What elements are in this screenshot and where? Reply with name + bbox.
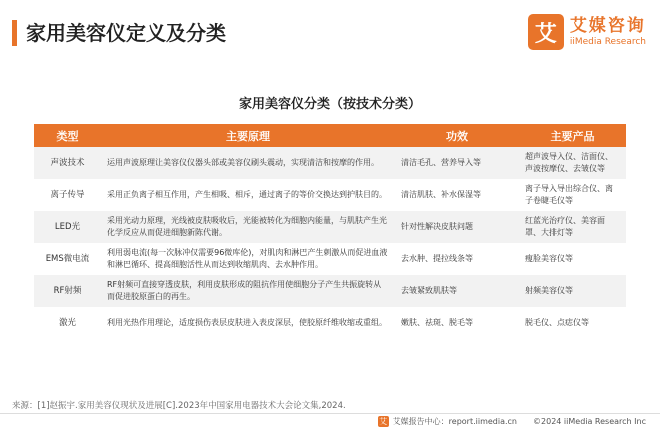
- table-row: [34, 147, 626, 179]
- table-row: [34, 307, 626, 339]
- row-effect: 清洁肌肤、补水保湿等: [395, 179, 519, 211]
- row-type: 离子传导: [34, 179, 101, 211]
- footer: [378, 416, 646, 427]
- row-effect: 清洁毛孔、营养导入等: [395, 147, 519, 179]
- table-header-row: [34, 124, 626, 147]
- logo-name: 艾媒咨询: [569, 16, 646, 36]
- row-effect: 嫩肤、祛斑、脱毛等: [395, 307, 519, 339]
- table-title: 家用美容仪分类（按技术分类）: [238, 97, 421, 112]
- column-header-effect: 功效: [395, 124, 519, 147]
- row-products: 超声波导入仪、洁面仪、声波按摩仪、去皱仪等: [519, 147, 626, 179]
- row-products: 脱毛仪、点痣仪等: [519, 307, 626, 339]
- footer-copyright: ©2024 iiMedia Research Inc: [533, 417, 646, 426]
- row-products: 离子导入导出综合仪、离子卷睫毛仪等: [519, 179, 626, 211]
- row-effect: 去皱紧致肌肤等: [395, 275, 519, 307]
- row-principle: 利用弱电流(每一次脉冲仅需要96微库伦)，对肌肉和淋巴产生刺激从而促进血液和淋巴循环、提高细胞活性从而达到收缩肌肉、去水肿作用。: [101, 243, 395, 275]
- logo-subtitle: iiMedia Research: [569, 37, 646, 47]
- table-row: [34, 211, 626, 243]
- title-accent-bar: [12, 20, 17, 46]
- row-type: RF射频: [34, 275, 101, 307]
- page-title: 家用美容仪定义及分类: [26, 21, 226, 45]
- brand-logo: [528, 14, 646, 50]
- column-header-products: 主要产品: [519, 124, 626, 147]
- row-type: 声波技术: [34, 147, 101, 179]
- table-row: [34, 179, 626, 211]
- row-effect: 去水肿、提拉线条等: [395, 243, 519, 275]
- row-type: 激光: [34, 307, 101, 339]
- logo-mark-icon: 艾: [528, 14, 564, 50]
- row-principle: 采用光动力原理，光线被皮肤吸收后，光能被转化为细胞内能量，与肌肤产生光化学反应从而促进细胞新陈代谢。: [101, 211, 395, 243]
- table-row: [34, 275, 626, 307]
- table-row: [34, 243, 626, 275]
- footer-divider: [0, 413, 660, 414]
- row-effect: 针对性解决皮肤问题: [395, 211, 519, 243]
- source-citation: 来源：[1]赵振宇.家用美容仪现状及进展[C].2023年中国家用电器技术大会论文集,2024.: [12, 401, 346, 411]
- row-principle: 运用声波原理让美容仪仪器头部或美容仪刷头震动，实现清洁和按摩的作用。: [101, 147, 395, 179]
- row-principle: 采用正负离子相互作用，产生相吸、相斥，通过离子的等价交换达到护肤目的。: [101, 179, 395, 211]
- footer-report-center: 艾媒报告中心：report.iimedia.cn: [392, 417, 518, 426]
- column-header-type: 类型: [34, 124, 101, 147]
- row-principle: RF射频可直接穿透皮肤，利用皮肤形成的阻抗作用使细胞分子产生共振旋转从而促进胶原蛋白的再生。: [101, 275, 395, 307]
- column-header-principle: 主要原理: [101, 124, 395, 147]
- classification-table: [34, 124, 626, 339]
- row-type: LED光: [34, 211, 101, 243]
- row-products: 瘦脸美容仪等: [519, 243, 626, 275]
- row-products: 射频美容仪等: [519, 275, 626, 307]
- row-products: 红蓝光治疗仪、美容面罩、大排灯等: [519, 211, 626, 243]
- footer-logo-icon: 艾: [379, 417, 388, 426]
- row-type: EMS微电流: [34, 243, 101, 275]
- row-principle: 利用光热作用理论，适度损伤表层皮肤进入表皮深层，使胶原纤维收缩或重组。: [101, 307, 395, 339]
